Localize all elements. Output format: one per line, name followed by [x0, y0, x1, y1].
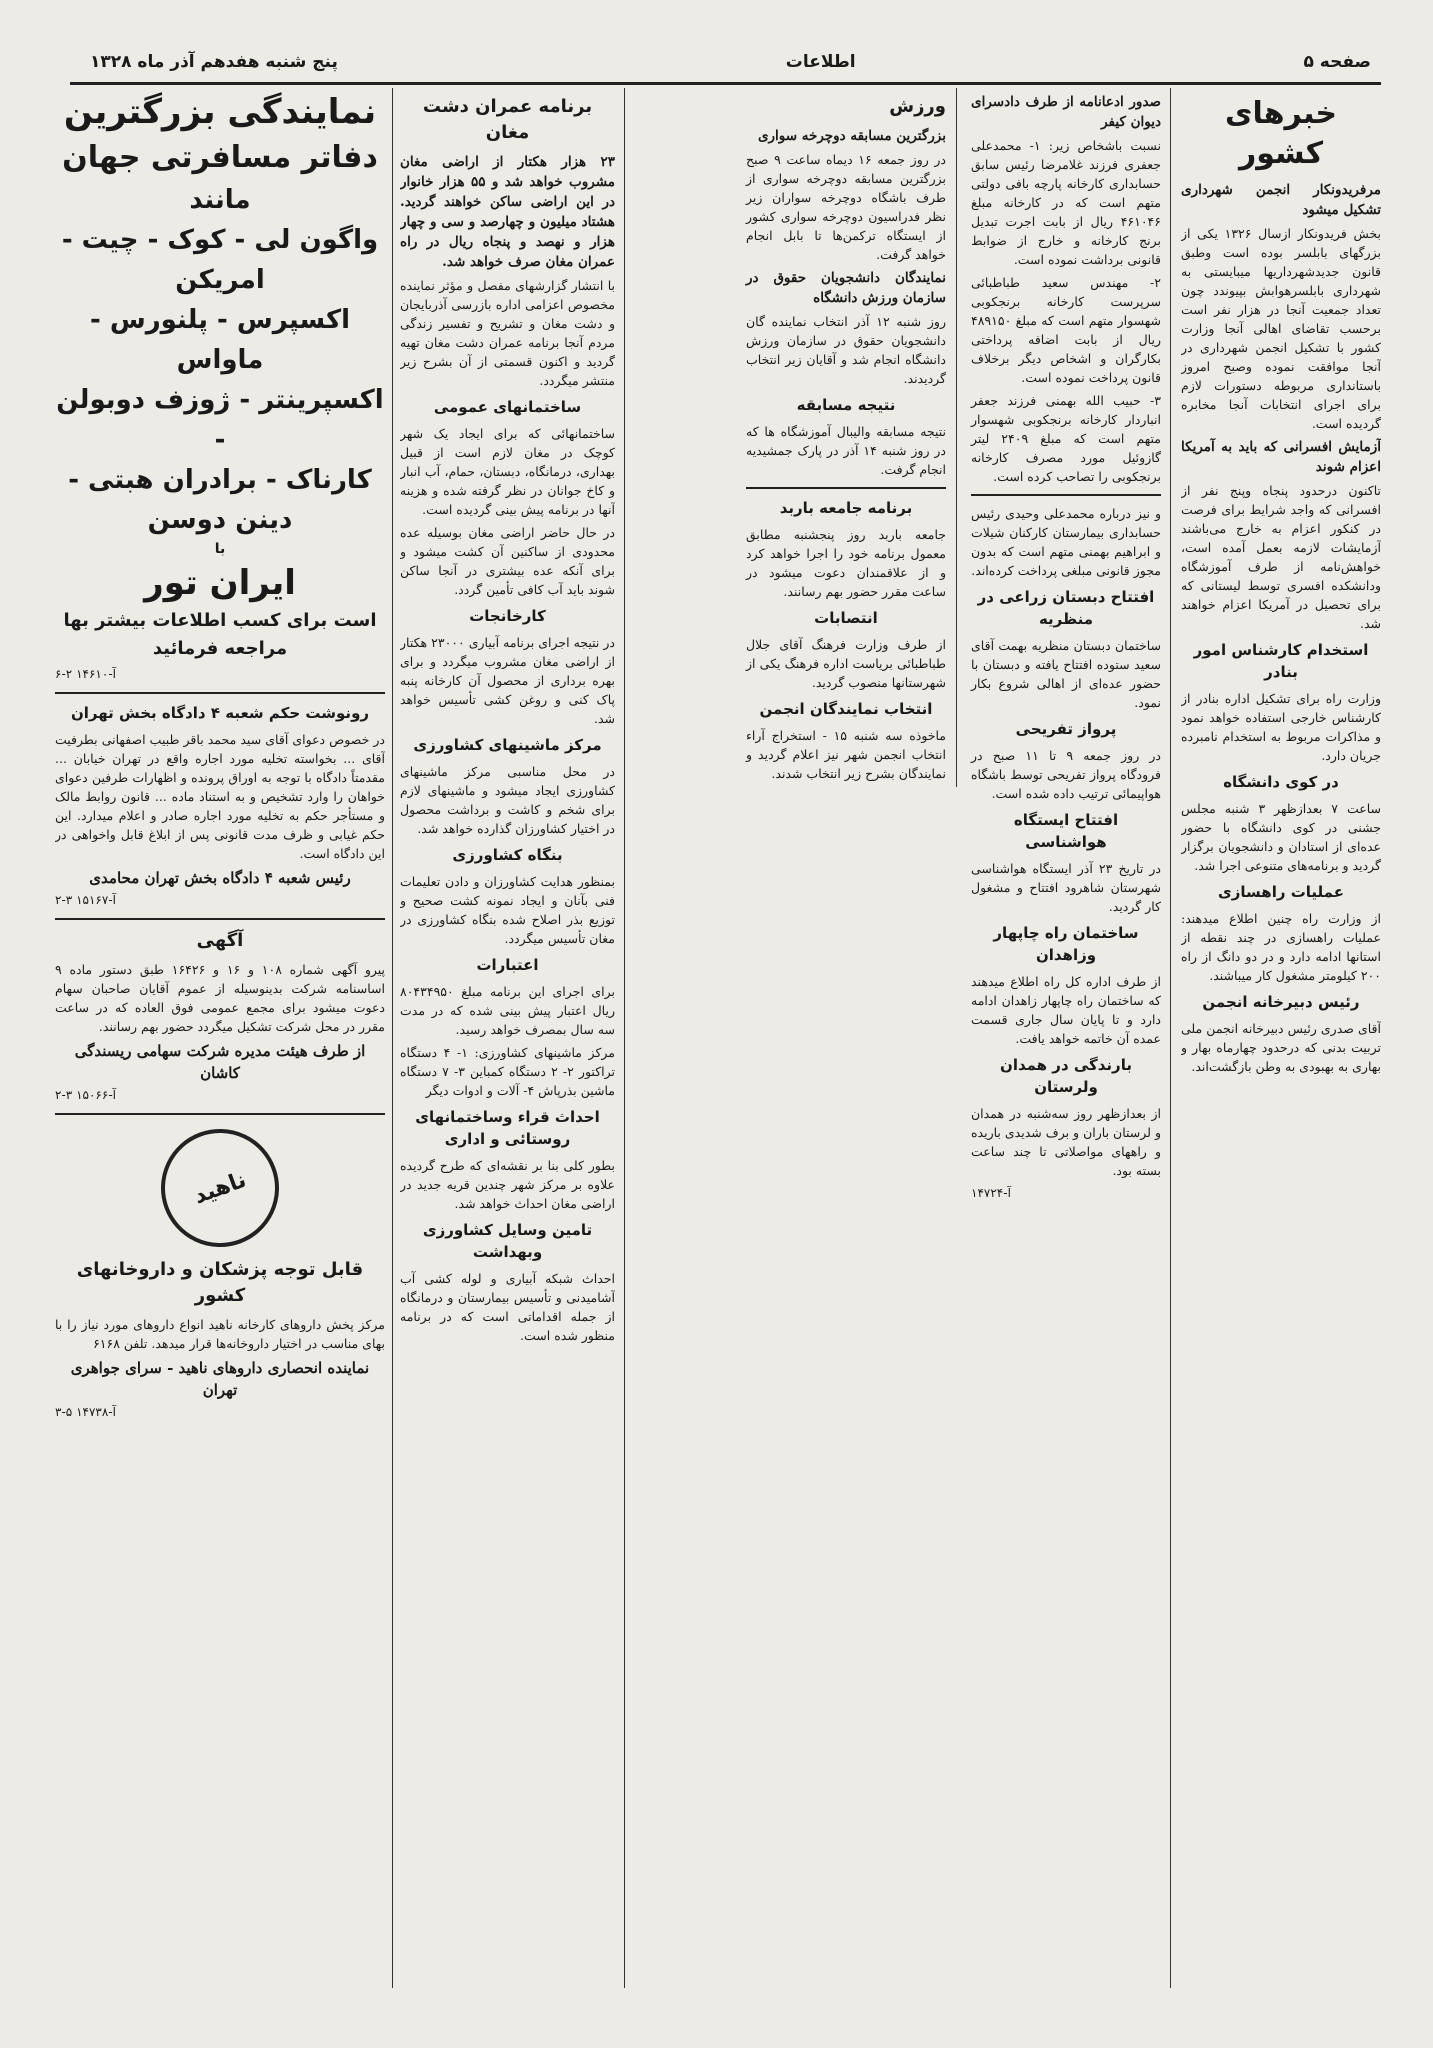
travel-ad-line2: دفاتر مسافرتی جهان	[62, 140, 378, 175]
sport-item3-text: نتیجه مسابقه والیبال آموزشگاه ها که در روز شنبه ۱۴ آذر در پارک جمشیدیه انجام گرفت.	[746, 424, 946, 477]
travel-ad-line6: اکسپرینتر - ژوزف دوبولن -	[56, 385, 384, 455]
court-item8-text: از طرف اداره کل راه اطلاع میدهند که ساختمان راه چاپهار زاهدان ادامه دارد و تا پایان سال جاری قسمت عمده آن خاتمه خواهد یافت.	[971, 974, 1161, 1046]
mughan-text3: در حال حاضر اراضی مغان بوسیله عده محدودی از ساکنین آن کشت میشود و برای آنکه عده بیشتری در آنجا ساکن شوند باید آب کافی تأمین گردد.	[400, 525, 615, 597]
travel-ad-line11: است برای کسب اطلاعات بیشتر بها	[63, 610, 377, 631]
sport-subcol	[746, 88, 957, 787]
court-item9-text: از بعدازظهر روز سه‌شنبه در همدان و لرستان باران و برف شدیدی باریده و راههای مواصلاتی تا چند ساعت بسته بود.	[971, 1106, 1161, 1178]
mughan-sec3-head: مرکز ماشینهای کشاورزی	[413, 736, 602, 754]
mughan-text8: مرکز ماشینهای کشاورزی: ۱- ۴ دستگاه تراکتور ۲- ۲ دستگاه کمباین ۳- ۷ دستگاه ماشین بذرپاش ۴- آلات و ادوات دیگر	[400, 1045, 615, 1098]
travel-ad-line1: نمایندگی بزرگترین	[63, 92, 377, 132]
news-item3-text: وزارت راه برای تشکیل اداره بنادر از کارشناس خارجی استفاده خواهد نمود و مذاکرات مربوط به استخدام نامبرده جریان دارد.	[1181, 691, 1381, 763]
court-ruling-text: در خصوص دعوای آقای سید محمد باقر طبیب اصفهانی بطرفیت آقای ... بخواسته تخلیه مورد اجاره واقع در تهران خیابان ... مقدمتاً دادگاه با توجه به اوراق پرونده و اظهارات طرفین دعوای خواهان را وارد تشخیص و به استناد ماده ... قانون روابط مالک و مستأجر حکم به تخلیه مورد اجاره صادر و اعلام میدارد. این حکم غیابی و ظرف مدت قانونی پس از ابلاغ قابل واخواهی در این دادگاه است.	[55, 732, 385, 861]
notice-code: آ-۱۵۰۶۶ ۳-۲	[55, 1088, 116, 1102]
court-item6-text: در روز جمعه ۹ تا ۱۱ صبح در فرودگاه پرواز تفریحی توسط باشگاه هواپیمائی ترتیب داده شده است.	[971, 748, 1161, 801]
travel-ad-brand: ایران تور	[144, 563, 296, 603]
travel-ad-line4: واگون لی - کوک - چیت - امریکن	[61, 225, 379, 295]
column-ads	[55, 88, 385, 1988]
mughan-sec2-head: کارخانجات	[469, 607, 546, 625]
court-item9-head: بارندگی در همدان ولرستان	[1000, 1056, 1132, 1096]
pharmacy-ad-code: آ-۱۴۷۳۸ ۵-۳	[55, 1405, 116, 1419]
sport-item5-head: انتصابات	[814, 609, 878, 627]
issue-date: پنج شنبه هفدهم آذر ماه ۱۳۲۸	[90, 52, 338, 72]
mughan-text6: بمنظور هدایت کشاورزان و دادن تعلیمات فنی بآنان و ایجاد نمونه کشت صحیح و توزیع بذر اصلاح شده بنگاه کشاورزی در مغان تأسیس میگردد.	[400, 874, 615, 946]
column-mughan-article	[400, 88, 615, 1988]
sport-section-label: ورزش	[889, 96, 946, 117]
mughan-sec4-head: بنگاه کشاورزی	[452, 846, 563, 864]
travel-ad-code: آ-۱۴۶۱۰ ۲-۶	[55, 667, 116, 681]
news-item6-head: رئیس دبیرخانه انجمن	[1202, 993, 1360, 1011]
notice-text: پیرو آگهی شماره ۱۰۸ و ۱۶ و ۱۶۴۲۶ طبق دستور ماده ۹ اساسنامه شرکت بدینوسیله از عموم آقایان صاحبان سهام دعوت میشود برای مجمع عمومی فوق العاده که در ساعت مقرر در محل شرکت تشکیل میگردد حضور بهم رسانند.	[55, 962, 385, 1034]
mughan-text10: احداث شبکه آبیاری و لوله کشی آب آشامیدنی و تأسیس بیمارستان و درمانگاه از جمله اقداماتی است که در برنامه منظور شده است.	[400, 1271, 615, 1343]
pharmacy-ad-sign: نماینده انحصاری داروهای ناهید - سرای جواهری تهران	[70, 1359, 370, 1399]
mughan-sec7-head: تامین وسایل کشاورزی وبهداشت	[422, 1221, 593, 1261]
news-item2-text: تاکنون درحدود پنجاه وپنج نفر از افسرانی که واجد شرایط برای فرصت در کنکور اعزام به خارج می‌باشند آزمایشات لازمه بعمل آمده است، خواهش‌نامه از طرف آموزشگاه ودانشکده افسری توسط لیستانی که برای تحصیل در آمریکا اعزام خواهند شد.	[1181, 483, 1381, 631]
travel-ad-line7: کارناک - برادران هبتی -	[68, 465, 372, 495]
column-divider	[392, 88, 393, 1988]
court-item8-head: ساختمان راه چاپهار وزاهدان	[993, 924, 1139, 964]
sport-item4-text: جامعه باربد روز پنجشنبه مطابق معمول برنامه خود را اجرا خواهد کرد و از علاقمندان دعوت میشود در ساعت مقرر حضور بهم رسانند.	[746, 527, 946, 599]
column-prosecutions	[631, 88, 1161, 1988]
mughan-text5: در محل مناسبی مرکز ماشینهای کشاورزی ایجاد میشود و ماشینهای لازم برای شخم و کاشت و برداشت محصول در اختیار کشاورزان گذارده خواهد شد.	[400, 764, 615, 836]
court-item6-head: پرواز تفریحی	[1015, 720, 1117, 738]
section-rule	[55, 692, 385, 694]
travel-ad	[55, 88, 385, 663]
sport-item2-text: روز شنبه ۱۲ آذر انتخاب نماینده گان دانشجویان حقوق در سازمان ورزش دانشگاه انجام شد و آقایان زیر انتخاب گردیدند.	[746, 314, 947, 386]
sport-item5-text: از طرف وزارت فرهنگ آقای جلال طباطبائی بریاست اداره فرهنگ یکی از شهرستانها منصوب گردید.	[746, 637, 946, 690]
sport-item2-head: نمایندگان دانشجویان حقوق در سازمان ورزش دانشگاه	[746, 270, 946, 306]
travel-ad-line5: اکسپرس - پلنورس - ماواس	[89, 305, 351, 375]
column-divider	[1170, 88, 1171, 1988]
court-item1-head: صدور ادعانامه از طرف دادسرای دیوان کیفر	[971, 94, 1161, 130]
news-item4-head: در کوی دانشگاه	[1223, 773, 1339, 791]
sport-item6-head: انتخاب نمایندگان انجمن	[759, 700, 933, 718]
court-ruling-code: آ-۱۵۱۶۷ ۳-۲	[55, 893, 116, 907]
column-divider	[624, 88, 625, 1988]
sport-item6-text: ماخوذه سه شنبه ۱۵ - استخراج آراء انتخاب انجمن شهر نیز اعلام گردید و نمایندگان بشرح زیر انتخاب شدند.	[746, 728, 947, 781]
court-item1-text: نسبت باشخاص زیر: ۱- محمدعلی جعفری فرزند غلامرضا رئیس سابق حسابداری کارخانه پارچه بافی دولتی متهم است که در کارخانه مبلغ ۴۶۱۰۴۶ ریال از بابت اجرت تبدیل برنج کارخانه و خارج از ضوابط قانونی برداشت نموده است.	[971, 138, 1161, 267]
court-item7-head: افتتاح ایستگاه هواشناسی	[1013, 811, 1119, 851]
mughan-sec5-head: اعتبارات	[476, 956, 539, 974]
section-rule	[55, 918, 385, 920]
sport-item3-head: نتیجه مسابقه	[796, 396, 896, 414]
travel-ad-line9: با	[214, 541, 226, 557]
prosecutions-subcol	[971, 88, 1161, 1207]
notice-title: آگهی	[196, 930, 244, 951]
travel-ad-line3: مانند	[189, 185, 251, 215]
mughan-text7: برای اجرای این برنامه مبلغ ۸۰۴۳۴۹۵۰ ریال اعتبار پیش بینی شده که در مدت سه سال بمصرف خواهد رسید.	[400, 984, 615, 1037]
court-item5-text: ساختمان دبستان منظریه بهمت آقای سعید ستوده افتتاح یافته و دبستان با حضور عده‌ای از اهالی شروع بکار نمود.	[971, 638, 1161, 710]
news-item6-text: آقای صدری رئیس دبیرخانه انجمن ملی تربیت بدنی که درحدود چهارماه بهار و بهاری به بهبودی به وطن بازگشت‌اند.	[1181, 1021, 1381, 1074]
masthead	[90, 48, 1371, 76]
court-footer-code: آ-۱۴۷۲۴	[971, 1186, 1011, 1200]
mughan-text4: در نتیجه اجرای برنامه آبیاری ۲۳۰۰۰ هکتار از اراضی مغان مشروب میگردد و برای بهره برداری از محصول آن کارخانه پنبه پاک کنی و روغن کشی تأسیس خواهد شد.	[400, 635, 615, 726]
court-item7-text: در تاریخ ۲۳ آذر ایستگاه هواشناسی شهرستان شاهرود افتتاح و مشغول کار گردید.	[971, 861, 1161, 914]
sport-item1-text: در روز جمعه ۱۶ دیماه ساعت ۹ صبح بزرگترین مسابقه دوچرخه سواری از طرف باشگاه دوچرخه سواران زیر نظر فدراسیون دوچرخه سواری کشور از ایستگاه ترکمن‌ها تا بابل انجام خواهد گرفت.	[746, 152, 946, 262]
news-item1-text: بخش فریدونکار ازسال ۱۳۲۶ یکی از بزرگهای بابلسر بوده است وطبق قانون جدیدشهرداریها میبایستی به شهرداری بابلسرهوابش بپیوندد چون تعداد جمعیت آنجا در هزار نفر است برحسب تقاضای اهالی آنجا وزارت کشور با تشکیل انجمن شهرداری در آنجا موافقت نموده وصبح امروز باستانداری مربوطه دستورات لازم برای اجرای انتخابات آنجا مخابره گردیده است.	[1181, 226, 1381, 431]
mughan-title: برنامه عمران دشت مغان	[422, 96, 593, 143]
mughan-text1: با انتشار گزارشهای مفصل و مؤثر نماینده مخصوص اعزامی اداره بازرسی آذربایجان و دشت مغان و تشریح و تفسیر زندگی مردم آنجا برنامه عمران دشت مغان تهیه گردید و اکنون قسمتی از آن بشرح زیر منتشر میگردد.	[400, 278, 615, 388]
column-country-news	[1181, 88, 1381, 1988]
court-item3-text: ۳- حبیب الله بهمنی فرزند جعفر انباردار کارخانه برنجکوبی شهسوار متهم است که مبلغ ۲۴۰۹ لیتر گازوئیل مورد مصرف کارخانه برنجکوبی را تصاحب کرده است.	[971, 393, 1161, 484]
news-item4-text: ساعت ۷ بعدازظهر ۳ شنبه مجلس جشنی در کوی دانشگاه با حضور عده‌ای از استادان و دانشجویان برگزار گردید و برنامه‌های متنوعی اجرا شد.	[1181, 801, 1381, 873]
court-item2-text: ۲- مهندس سعید طباطبائی سرپرست کارخانه برنجکوبی شهسوار متهم است که مبلغ ۴۸۹۱۵۰ ریال از بابت اضافه پرداختی بکارگران و اشخاص دیگر برخلاف قانون پرداخت نموده است.	[971, 275, 1161, 385]
court-item4-text: و نیز درباره محمدعلی وحیدی رئیس حسابداری بیمارستان کارکنان شیلات و ابراهیم بهمنی متهم است که بدون مجوز قانونی مبلغی پرداخت کرده‌اند.	[971, 506, 1161, 578]
country-news-title: خبرهای کشور	[1224, 96, 1338, 171]
page-number: صفحه ۵	[1303, 52, 1371, 72]
travel-ad-line12: مراجعه فرمائید	[152, 638, 288, 659]
news-item2-head: آزمایش افسرانی که باید به آمریکا اعزام شوند	[1181, 439, 1381, 475]
court-item5-head: افتتاح دبستان زراعی در منظریه	[977, 588, 1155, 628]
paper-name: اطلاعات	[785, 52, 856, 72]
section-rule	[55, 1113, 385, 1115]
pharmacy-ad-title: قابل توجه پزشکان و داروخانهای کشور	[76, 1259, 364, 1306]
news-item5-text: از وزارت راه چنین اطلاع میدهند: عملیات راهسازی در چند نقطه از استانها ادامه دارد و در دو دانگ از راه ۲۰۰ کیلومتر مشغول کار میباشند.	[1181, 911, 1381, 983]
mughan-sec6-head: احداث قراء وساختمانهای روستائی و اداری	[415, 1108, 600, 1148]
pharmacy-ad-text: مرکز پخش داروهای کارخانه ناهید انواع داروهای مورد نیاز را با بهای مناسب در اختیار داروخانه‌ها قرار میدهد. تلفن ۶۱۶۸	[55, 1317, 385, 1351]
travel-ad-line8: دینن دوسن	[147, 505, 293, 535]
news-item5-head: عملیات راهسازی	[1218, 883, 1344, 901]
section-rule	[746, 487, 946, 489]
sport-item1-head: بزرگترین مسابقه دوچرخه سواری	[757, 128, 946, 144]
news-item1-head: مرفریدونکار انجمن شهرداری تشکیل میشود	[1181, 182, 1381, 218]
mughan-text2: ساختمانهائی که برای ایجاد یک شهر کوچک در مغان لازم است از قبیل بهداری، درمانگاه، دبستان، حمام، آب انبار و کاخ جوانان در نظر گرفته شده و هزینه آنها در برنامه پیش بینی گردیده است.	[400, 426, 615, 517]
pharmacy-logo	[144, 1112, 295, 1263]
notice-sign: از طرف هیئت مدیره شرکت سهامی ریسندگی کاشان	[74, 1042, 366, 1082]
mughan-lead: ۲۳ هزار هکتار از اراضی مغان مشروب خواهد شد و ۵۵ هزار خانوار در این اراضی ساکن خواهند گردید. هشتاد میلیون و چهارصد و سی و چهار هزار و نهصد و پنجاه ریال در راه عمران مغان صرف خواهد شد.	[400, 154, 615, 270]
mughan-sec1-head: ساختمانهای عمومی	[433, 398, 582, 416]
masthead-rule	[70, 82, 1381, 85]
mughan-text9: بطور کلی بنا بر نقشه‌ای که طرح گردیده علاوه بر مرکز شهر چندین قریه جدید در اراضی مغان احداث خواهد شد.	[400, 1158, 615, 1211]
news-item3-head: استخدام کارشناس امور بنادر	[1193, 641, 1369, 681]
court-ruling-sign: رئیس شعبه ۴ دادگاه بخش تهران محامدی	[89, 869, 351, 887]
section-rule	[971, 494, 1161, 496]
pharmacy-logo-text: ناهید	[190, 1167, 250, 1209]
sport-item4-head: برنامه جامعه باربد	[779, 499, 913, 517]
court-ruling-title: رونوشت حکم شعبه ۴ دادگاه بخش تهران	[70, 704, 370, 722]
